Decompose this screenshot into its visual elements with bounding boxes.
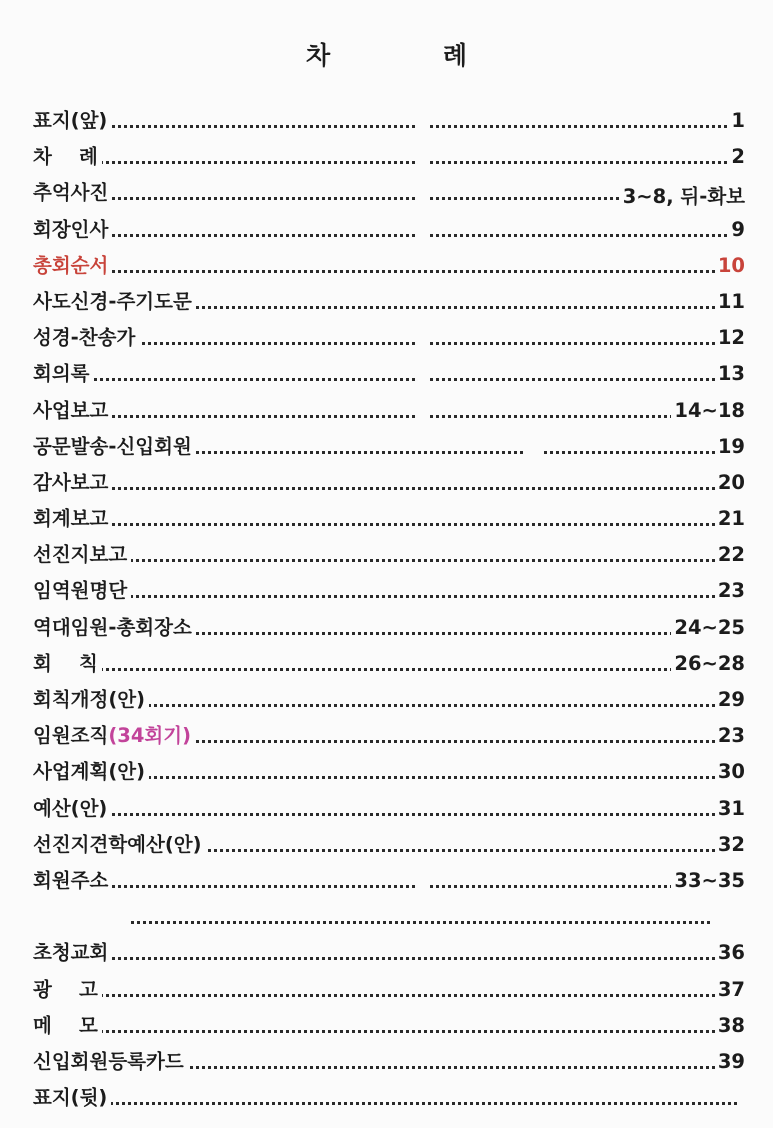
toc-label: 임역원명단 (33, 575, 131, 603)
toc-label: 회 칙 (33, 648, 102, 676)
toc-label: 감사보고 (33, 467, 112, 495)
toc-label: 사업보고 (33, 395, 112, 423)
toc-row[interactable] (33, 791, 745, 827)
toc-label: 회계보고 (33, 503, 112, 531)
toc-page: 13 (715, 362, 745, 385)
toc-page: 9 (728, 218, 745, 241)
toc-row[interactable] (33, 537, 745, 573)
toc-row[interactable] (33, 1008, 745, 1044)
leader-dots (33, 375, 745, 381)
toc-page: 11 (715, 290, 745, 313)
toc-row[interactable] (33, 1044, 745, 1080)
toc-row[interactable] (33, 610, 745, 646)
toc-row[interactable] (33, 972, 745, 1008)
toc-label: 예산(안) (33, 793, 111, 821)
toc-label: 광 고 (33, 974, 102, 1002)
leader-dots (33, 1099, 737, 1105)
toc-row[interactable] (33, 175, 745, 211)
toc-label: 선진지견학예산(안) (33, 829, 206, 857)
leader-dots (33, 556, 745, 562)
toc-row-highlighted[interactable] (33, 248, 745, 284)
leader-dots (33, 158, 745, 164)
leader-dots (33, 665, 745, 671)
toc-row[interactable] (33, 139, 745, 175)
toc-label: 사업계획(안) (33, 756, 149, 784)
toc-page: 3~8, 뒤-화보 (620, 181, 745, 209)
leader-dots (33, 954, 745, 960)
toc-row[interactable] (33, 1080, 745, 1116)
toc-row[interactable] (33, 827, 745, 863)
toc-page: 1 (728, 109, 745, 132)
toc-row[interactable] (33, 465, 745, 501)
toc-label: 회의록 (33, 358, 94, 386)
toc-label (33, 720, 195, 748)
toc-row[interactable] (33, 103, 745, 139)
toc-page: 31 (715, 797, 745, 820)
leader-dots (33, 520, 745, 526)
toc-label: 표지(앞) (33, 105, 111, 133)
toc-page: 2 (728, 145, 745, 168)
term-badge: (34회기) (108, 724, 191, 748)
toc-page: 26~28 (671, 652, 745, 675)
leader-dots (33, 991, 745, 997)
toc-row[interactable] (33, 320, 745, 356)
toc-page: 36 (715, 941, 745, 964)
toc-label: 추억사진 (33, 177, 112, 205)
toc-page: 21 (715, 507, 745, 530)
toc-row[interactable] (33, 212, 745, 248)
toc-page: 24~25 (671, 616, 745, 639)
page-title: 차 례 (305, 41, 519, 70)
toc-label: 선진지보고 (33, 539, 131, 567)
toc-page: 23 (715, 724, 745, 747)
leader-dots (33, 882, 745, 888)
toc-label: 메 모 (33, 1010, 102, 1038)
toc-row[interactable] (33, 573, 745, 609)
table-of-contents (33, 103, 745, 1116)
toc-page: 12 (715, 326, 745, 349)
toc-page: 10 (715, 254, 745, 277)
toc-label: 공문발송-신입회원 (33, 431, 196, 459)
leader-dots (33, 267, 745, 273)
toc-page: 32 (715, 833, 745, 856)
toc-row[interactable] (33, 718, 745, 754)
toc-row[interactable] (33, 356, 745, 392)
leader-dots (33, 810, 745, 816)
toc-page: 20 (715, 471, 745, 494)
toc-label: 차 례 (33, 141, 102, 169)
toc-page: 29 (715, 688, 745, 711)
separator-row (33, 899, 745, 935)
toc-page: 38 (715, 1014, 745, 1037)
leader-dots (33, 1027, 745, 1033)
toc-row[interactable] (33, 863, 745, 899)
toc-page: 33~35 (671, 869, 745, 892)
toc-page: 30 (715, 760, 745, 783)
toc-label: 성경-찬송가 (33, 322, 139, 350)
toc-label-main: 임원조직 (33, 724, 109, 748)
separator-dots (131, 918, 710, 924)
toc-page: 14~18 (671, 399, 745, 422)
toc-page: 19 (715, 435, 745, 458)
toc-label: 회칙개정(안) (33, 684, 149, 712)
toc-label: 표지(뒷) (33, 1082, 111, 1110)
toc-row[interactable] (33, 646, 745, 682)
toc-row[interactable] (33, 682, 745, 718)
leader-dots (33, 122, 745, 128)
toc-label: 역대임원-총회장소 (33, 612, 196, 640)
toc-label: 사도신경-주기도문 (33, 286, 196, 314)
toc-page: 23 (715, 579, 745, 602)
toc-row[interactable] (33, 393, 745, 429)
toc-row[interactable] (33, 754, 745, 790)
toc-row[interactable] (33, 501, 745, 537)
toc-page: 37 (715, 978, 745, 1001)
toc-label: 신입회원등록카드 (33, 1046, 188, 1074)
leader-dots (33, 231, 745, 237)
toc-page: 22 (715, 543, 745, 566)
toc-label: 총회순서 (33, 250, 112, 278)
toc-label: 초청교회 (33, 937, 112, 965)
leader-dots (33, 484, 745, 490)
toc-row[interactable] (33, 284, 745, 320)
toc-page: 39 (715, 1050, 745, 1073)
leader-dots (33, 412, 745, 418)
toc-label: 회장인사 (33, 214, 112, 242)
toc-row[interactable] (33, 429, 745, 465)
leader-dots (33, 592, 745, 598)
toc-row[interactable] (33, 935, 745, 971)
leader-dots (33, 339, 745, 345)
toc-label: 회원주소 (33, 865, 112, 893)
